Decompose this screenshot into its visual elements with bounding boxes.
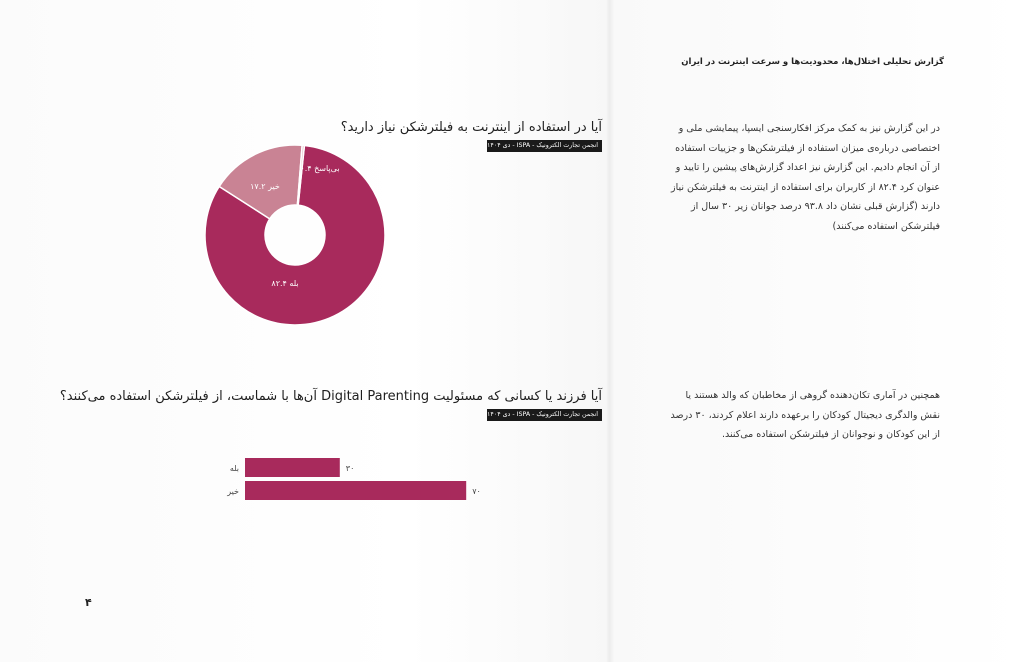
donut-chart bbox=[190, 130, 400, 340]
page-number: ۴ bbox=[85, 596, 92, 609]
question-1-title: آیا در استفاده از اینترنت به فیلترشکن نیاز دارید؟ bbox=[340, 120, 602, 135]
question-1-source: انجمن تجارت الکترونیک - ISPA - دی ۱۴۰۴ bbox=[487, 140, 602, 152]
value-label-no: ۷۰ bbox=[472, 487, 481, 496]
question-2-source: انجمن تجارت الکترونیک - ISPA - دی ۱۴۰۴ bbox=[487, 409, 602, 421]
parenting-paragraph: همچنین در آماری تکان‌دهنده گروهی از مخاطبان که والد هستند یا نقش والدگری دیجیتال کودکان را برعهده دارند اعلام کردند، ۳۰ درصد از این کودکان و نوجوانان از فیلترشکن استفاده می‌کنند. bbox=[670, 390, 940, 440]
running-header: گزارش تحلیلی اختلال‌ها، محدودیت‌ها و سرعت اینترنت در ایران bbox=[681, 57, 944, 67]
label-no-answer: بی‌پاسخ ۰.۴ bbox=[300, 164, 340, 173]
category-label-no: خیر bbox=[227, 487, 239, 496]
bar-yes bbox=[245, 458, 340, 477]
bar-chart bbox=[215, 450, 505, 510]
category-label-yes: بله bbox=[229, 464, 239, 473]
value-label-yes: ۳۰ bbox=[345, 464, 355, 473]
intro-paragraph: در این گزارش نیز به کمک مرکز افکارسنجی ایسپا، پیمایشی ملی و اختصاصی درباره‌ی میزان استفاده از فیلترشکن‌ها و جزییات استفاده از آن انجام دادیم. این گزارش نیز اعداد گزارش‌های پیشین را تایید و عنوان کرد ۸۲.۴ از کاربران برای استفاده از اینترنت به فیلترشکن نیاز دارند (گزارش قبلی نشان داد ۹۳.۸ درصد جوانان زیر ۳۰ سال از فیلترشکن استفاده می‌کنند) bbox=[671, 123, 940, 232]
bar-no bbox=[245, 481, 466, 500]
label-yes: بله ۸۲.۴ bbox=[271, 279, 299, 288]
question-2-title: آیا فرزند یا کسانی که مسئولیت Digital Parenting آن‌ها با شماست، از فیلترشکن استفاده می‌کنند؟ bbox=[59, 389, 602, 404]
label-no: خیر ۱۷.۲ bbox=[250, 182, 280, 191]
